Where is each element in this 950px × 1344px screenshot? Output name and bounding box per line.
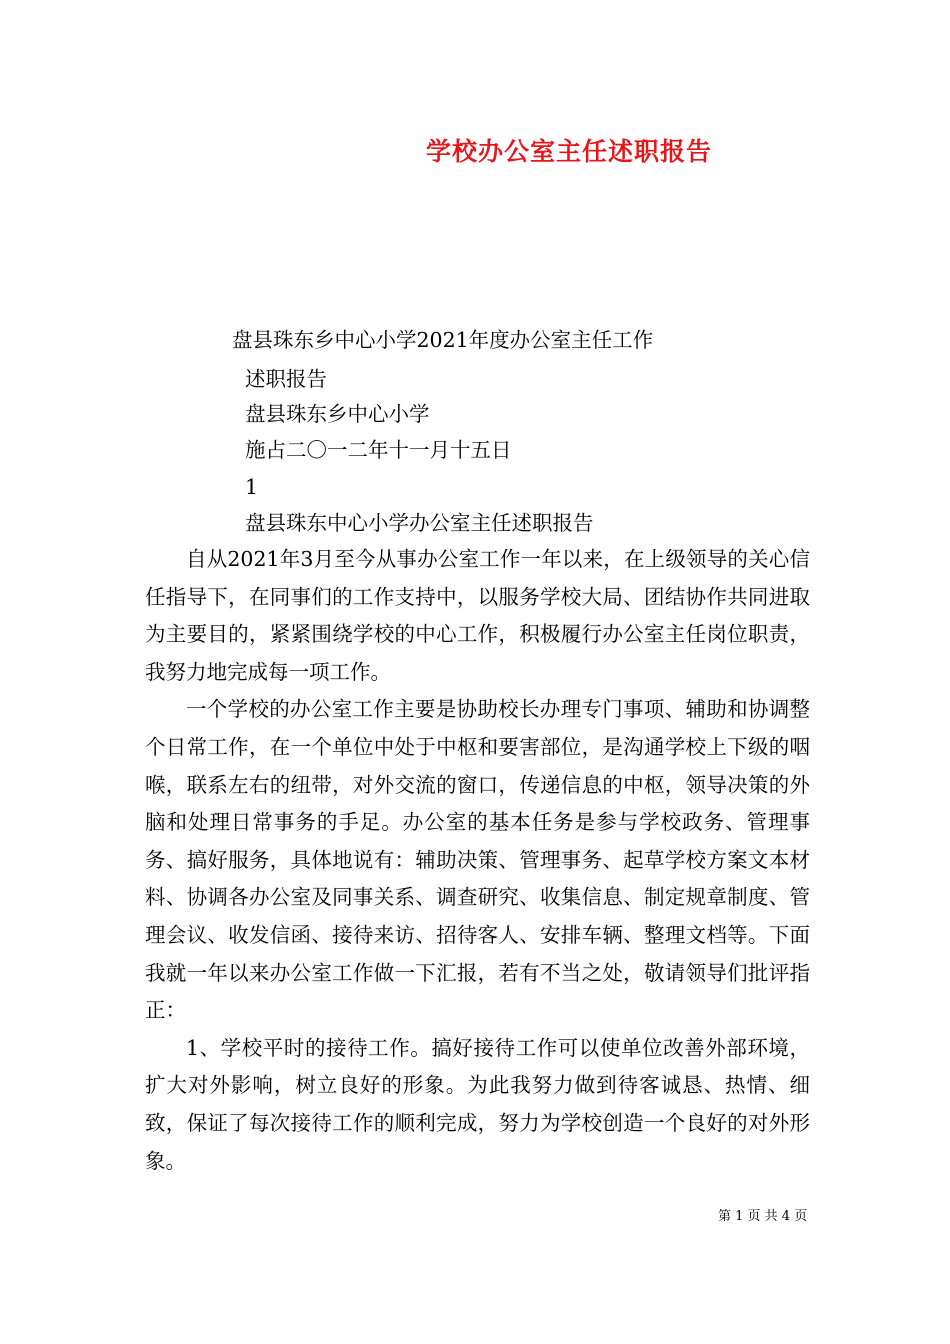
author-date: 施占二〇一二年十一月十五日 (245, 438, 512, 462)
report-heading-line: 盘县珠东乡中心小学2021年度办公室主任工作 (232, 328, 654, 352)
section-number: 1 (245, 475, 259, 499)
report-body (145, 541, 810, 1180)
paragraph: 自从2021年3月至今从事办公室工作一年以来，在上级领导的关心信任指导下，在同事们的工作支持中，以服务学校大局、团结协作共同进取为主要目的，紧紧围绕学校的中心工作，积极履行办公室主任岗位职责，我努力地完成每一项工作。 (145, 547, 810, 684)
document-title: 学校办公室主任述职报告 (425, 137, 712, 166)
paragraph: 1、学校平时的接待工作。搞好接待工作可以使单位改善外部环境，扩大对外影响，树立良好的形象。为此我努力做到待客诚恳、热情、细致，保证了每次接待工作的顺利完成，努力为学校创造一个良好的对外形象。 (145, 1035, 810, 1173)
paragraph: 一个学校的办公室工作主要是协助校长办理专门事项、辅助和协调整个日常工作，在一个单位中处于中枢和要害部位，是沟通学校上下级的咽喉，联系左右的纽带，对外交流的窗口，传递信息的中枢，领导决策的外脑和处理日常事务的手足。办公室的基本任务是参与学校政务、管理事务、搞好服务，具体地说有：辅助决策、管理事务、起草学校方案文本材料、协调各办公室及同事关系、调查研究、收集信息、制定规章制度、管理会议、收发信函、接待来访、招待客人、安排车辆、整理文档等。下面我就一年以来办公室工作做一下汇报，若有不当之处，敬请领导们批评指正： (145, 697, 810, 1023)
report-subtitle: 盘县珠东中心小学办公室主任述职报告 (245, 511, 594, 535)
page-number: 第 1 页 共 4 页 (718, 1209, 808, 1224)
report-heading-line: 述职报告 (245, 367, 327, 391)
school-name: 盘县珠东乡中心小学 (245, 402, 430, 426)
